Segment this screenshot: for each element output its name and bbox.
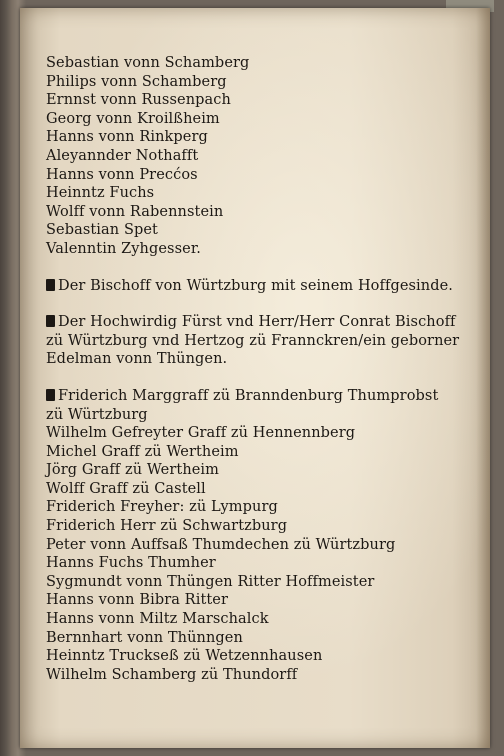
list-line: Michel Graff zü Wertheim xyxy=(46,443,239,460)
list-line: zü Würtzburg xyxy=(46,406,148,423)
name-list-1 xyxy=(46,54,486,259)
list-line: Heinntz Fuchs xyxy=(46,185,155,202)
list-line xyxy=(46,387,486,406)
heading-line xyxy=(46,277,486,296)
section-heading xyxy=(46,277,486,296)
paragraph-line: Edelman vonn Thüngen. xyxy=(46,351,228,368)
pilcrow-mark-icon xyxy=(46,279,55,291)
list-line: Heinntz Truckseß zü Wetzennhausen xyxy=(46,648,323,665)
pilcrow-mark-icon xyxy=(46,389,55,401)
paragraph-text: Der Hochwirdig Fürst vnd Herr/Herr Conrat Bischoff xyxy=(58,314,456,331)
list-line: Aleyannder Nothafft xyxy=(46,147,199,164)
list-line: Wilhelm Gefreyter Graff zü Hennennberg xyxy=(46,425,356,442)
list-line: Sebastian vonn Schamberg xyxy=(46,55,250,71)
list-line: Peter vonn Auffsaß Thumdechen zü Würtzburg xyxy=(46,536,396,553)
list-line: Bernnhart vonn Thünngen xyxy=(46,629,243,646)
list-line: Hanns vonn Rinkperg xyxy=(46,129,208,146)
list-line: Friderich Freyher: zü Lympurg xyxy=(46,499,278,516)
book-page xyxy=(20,8,490,748)
list-line: Sebastian Spet xyxy=(46,222,158,239)
paragraph-gap xyxy=(46,369,486,387)
list-line: Wolff Graff zü Castell xyxy=(46,480,206,497)
list-line: Hanns Fuchs Thumher xyxy=(46,555,216,572)
paragraph-line: zü Würtzburg vnd Hertzog zü Frannckren/ein geborner xyxy=(46,332,460,349)
list-line: Hanns vonn Bibra Ritter xyxy=(46,592,229,609)
heading-text: Der Bischoff von Würtzburg mit seinem Hoffgesinde. xyxy=(58,277,453,294)
list-line: Friderich Herr zü Schwartzburg xyxy=(46,518,288,535)
paragraph-gap xyxy=(46,259,486,277)
name-list-2 xyxy=(46,387,486,685)
list-line: Sygmundt vonn Thüngen Ritter Hoffmeister xyxy=(46,573,375,590)
paragraph-gap xyxy=(46,295,486,313)
list-line: Wolff vonn Rabennstein xyxy=(46,203,224,220)
list-line: Ernnst vonn Russenpach xyxy=(46,92,231,109)
list-line-text: Friderich Marggraff zü Branndenburg Thumprobst xyxy=(58,387,439,404)
pilcrow-mark-icon xyxy=(46,315,55,327)
list-line: Jörg Graff zü Wertheim xyxy=(46,462,220,479)
list-line: Wilhelm Schamberg zü Thundorff xyxy=(46,666,298,683)
list-line: Valenntin Zyhgesser. xyxy=(46,240,201,257)
list-line: Hanns vonn Miltz Marschalck xyxy=(46,611,269,628)
bishop-paragraph xyxy=(46,313,486,369)
list-line: Georg vonn Kroilßheim xyxy=(46,110,220,127)
list-line: Hanns vonn Precćos xyxy=(46,166,198,183)
list-line: Philips vonn Schamberg xyxy=(46,73,227,90)
paragraph-line xyxy=(46,313,486,332)
page-text xyxy=(46,54,486,684)
